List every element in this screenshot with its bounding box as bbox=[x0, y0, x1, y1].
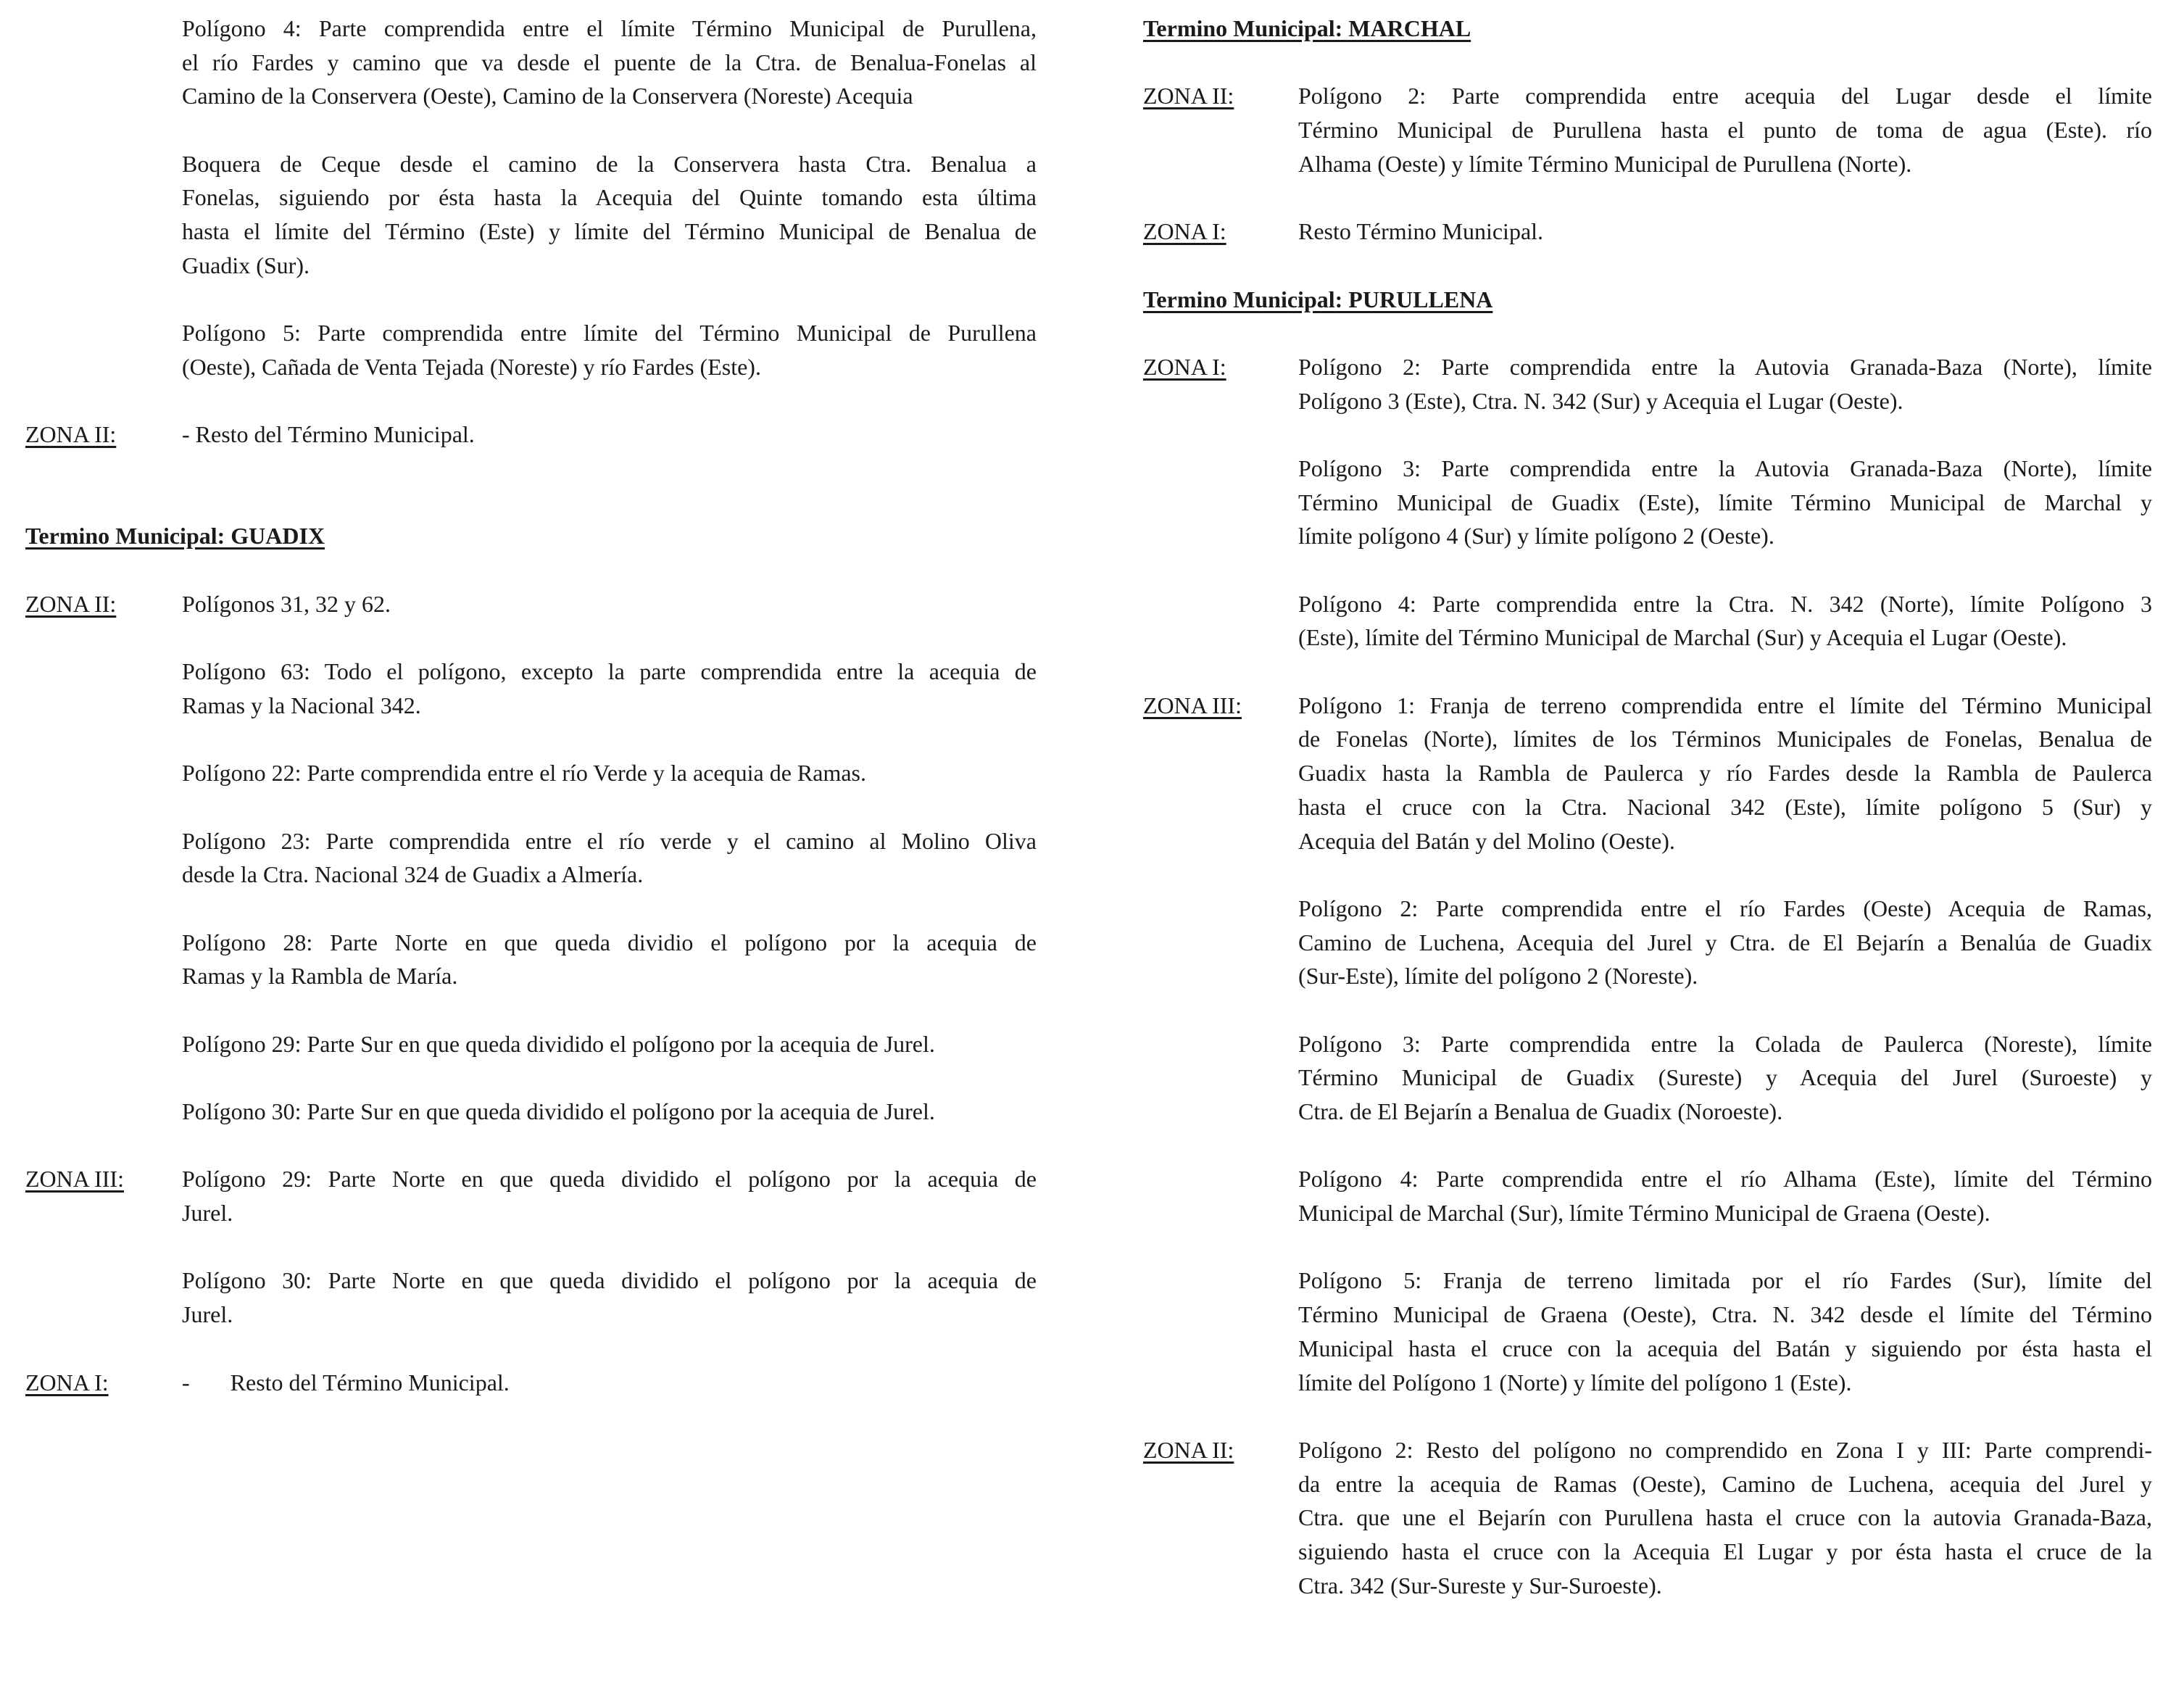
paragraph-line: Polígono 5: Franja de terreno limitada por el río Fardes (Sur), límite del bbox=[1298, 1267, 2152, 1294]
paragraph-line-row bbox=[0, 959, 1037, 993]
spacer bbox=[1143, 858, 2152, 892]
paragraph-line: - Resto del Término Municipal. bbox=[182, 421, 475, 448]
spacer bbox=[0, 1129, 1037, 1163]
paragraph-line: Polígono 2: Parte comprendida entre el río Fardes (Oeste) Acequia de Ramas, bbox=[1298, 895, 2152, 921]
spacer bbox=[1143, 316, 2152, 350]
left-column bbox=[0, 12, 1037, 1399]
paragraph-line: Polígono 29: Parte Norte en que queda dividido el polígono por la acequia de bbox=[182, 1166, 1037, 1193]
paragraph-line: Polígono 22: Parte comprendida entre el río Verde y la acequia de Ramas. bbox=[182, 760, 866, 787]
paragraph-line-row bbox=[1143, 452, 2152, 486]
spacer bbox=[1143, 418, 2152, 452]
paragraph-line-row bbox=[0, 1298, 1037, 1332]
spacer bbox=[0, 993, 1037, 1027]
paragraph-line: hasta el límite del Término (Este) y límite del Término Municipal de Benalua de bbox=[182, 218, 1037, 245]
paragraph-line-row bbox=[0, 418, 1037, 452]
paragraph-line: límite polígono 4 (Sur) y límite polígono 2 (Oeste). bbox=[1298, 523, 1774, 550]
paragraph-line-row bbox=[0, 655, 1037, 689]
paragraph-line: Fonelas, siguiendo por ésta hasta la Acequia del Quinte tomando esta última bbox=[182, 184, 1037, 211]
section-heading: Termino Municipal: PURULLENA bbox=[1143, 286, 1493, 312]
spacer bbox=[1143, 993, 2152, 1027]
paragraph-line: Polígono 4: Parte comprendida entre el río Alhama (Este), límite del Término bbox=[1298, 1166, 2152, 1193]
paragraph-line: Municipal hasta el cruce con la acequia del Batán y siguiendo por ésta hasta el bbox=[1298, 1335, 2152, 1361]
paragraph-line: Jurel. bbox=[182, 1200, 233, 1227]
paragraph-line: Camino de Luchena, Acequia del Jurel y Ctra. de El Bejarín a Benalúa de Guadix bbox=[1298, 929, 2152, 955]
paragraph-line-row bbox=[1143, 1196, 2152, 1230]
paragraph-line: límite del Polígono 1 (Norte) y límite del polígono 1 (Este). bbox=[1298, 1369, 1852, 1396]
paragraph-line: Término Municipal de Graena (Oeste), Ctra. N. 342 desde el límite del Término bbox=[1298, 1301, 2152, 1328]
spacer bbox=[0, 1230, 1037, 1264]
spacer bbox=[0, 1061, 1037, 1095]
paragraph-line-row bbox=[1143, 1569, 2152, 1603]
paragraph-line: Término Municipal de Guadix (Sureste) y Acequia del Jurel (Suroeste) y bbox=[1298, 1064, 2152, 1091]
spacer bbox=[0, 553, 1037, 587]
paragraph-line-row bbox=[0, 587, 1037, 621]
paragraph-line-row bbox=[0, 249, 1037, 283]
paragraph-line-row bbox=[1143, 722, 2152, 756]
section-row bbox=[1143, 12, 2152, 46]
paragraph-line-row bbox=[1143, 1162, 2152, 1196]
paragraph-line: da entre la acequia de Ramas (Oeste), Camino de Luchena, acequia del Jurel y bbox=[1298, 1470, 2152, 1497]
spacer bbox=[1143, 46, 2152, 80]
spacer bbox=[0, 486, 1037, 520]
section-heading: Termino Municipal: MARCHAL bbox=[1143, 15, 1471, 41]
paragraph-line: Polígono 63: Todo el polígono, excepto la parte comprendida entre la acequia de bbox=[182, 658, 1037, 685]
paragraph-line: hasta el cruce con la Ctra. Nacional 342 (Este), límite polígono 5 (Sur) y bbox=[1298, 793, 2152, 820]
paragraph-line: Polígonos 31, 32 y 62. bbox=[182, 590, 391, 617]
zone-label: ZONA II: bbox=[1143, 83, 1234, 109]
zone-label: ZONA II: bbox=[25, 590, 117, 617]
paragraph-line-row bbox=[0, 215, 1037, 249]
paragraph-line-row bbox=[1143, 1433, 2152, 1467]
paragraph-line-row bbox=[0, 12, 1037, 46]
paragraph-line-row bbox=[0, 1162, 1037, 1196]
paragraph-line: Polígono 3 (Este), Ctra. N. 342 (Sur) y Acequia el Lugar (Oeste). bbox=[1298, 387, 1903, 414]
paragraph-line: Ctra. de El Bejarín a Benalua de Guadix (Noroeste). bbox=[1298, 1098, 1783, 1124]
spacer bbox=[1143, 181, 2152, 215]
paragraph-line: Guadix hasta la Rambla de Paulerca y río Fardes desde la Rambla de Paulerca bbox=[1298, 760, 2152, 787]
paragraph-line-row bbox=[1143, 756, 2152, 790]
paragraph-line-row bbox=[1143, 824, 2152, 858]
paragraph-line-row bbox=[0, 756, 1037, 790]
paragraph-line-row bbox=[0, 1366, 1037, 1400]
paragraph-line: Camino de la Conservera (Oeste), Camino de la Conservera (Noreste) Acequia bbox=[182, 83, 913, 109]
paragraph-line-row bbox=[0, 689, 1037, 723]
spacer bbox=[1143, 1129, 2152, 1163]
paragraph-line-row bbox=[1143, 1061, 2152, 1095]
paragraph-line: el río Fardes y camino que va desde el puente de la Ctra. de Benalua-Fonelas al bbox=[182, 49, 1037, 75]
paragraph-line-row bbox=[1143, 689, 2152, 723]
paragraph-line: Polígono 2: Parte comprendida entre la Autovia Granada-Baza (Norte), límite bbox=[1298, 353, 2152, 380]
paragraph-line: Alhama (Oeste) y límite Término Municipal de Purullena (Norte). bbox=[1298, 150, 1912, 177]
paragraph-line-row bbox=[0, 824, 1037, 858]
section-heading: Termino Municipal: GUADIX bbox=[25, 523, 325, 550]
spacer bbox=[1143, 553, 2152, 587]
paragraph-line-row bbox=[1143, 1027, 2152, 1061]
paragraph-line-row bbox=[1143, 1535, 2152, 1569]
paragraph-line-row bbox=[1143, 790, 2152, 824]
paragraph-line-row bbox=[1143, 147, 2152, 181]
paragraph-line: (Oeste), Cañada de Venta Tejada (Noreste) y río Fardes (Este). bbox=[182, 353, 761, 380]
paragraph-line: Polígono 3: Parte comprendida entre la Autovia Granada-Baza (Norte), límite bbox=[1298, 455, 2152, 481]
paragraph-line: Polígono 30: Parte Sur en que queda dividido el polígono por la acequia de Jurel. bbox=[182, 1098, 935, 1124]
paragraph-line-row bbox=[0, 79, 1037, 113]
paragraph-line: Ramas y la Rambla de María. bbox=[182, 963, 458, 990]
paragraph-line-row bbox=[1143, 215, 2152, 249]
spacer bbox=[1143, 1399, 2152, 1433]
paragraph-line: Resto Término Municipal. bbox=[1298, 218, 1544, 245]
zone-label: ZONA II: bbox=[1143, 1436, 1234, 1463]
paragraph-line-row bbox=[0, 1264, 1037, 1298]
paragraph-line: Polígono 4: Parte comprendida entre el límite Término Municipal de Purullena, bbox=[182, 15, 1037, 41]
paragraph-line: (Sur-Este), límite del polígono 2 (Noreste). bbox=[1298, 963, 1698, 990]
paragraph-line: Polígono 1: Franja de terreno comprendida entre el límite del Término Municipal bbox=[1298, 692, 2152, 718]
paragraph-line-row bbox=[1143, 384, 2152, 418]
paragraph-line-row bbox=[0, 46, 1037, 80]
paragraph-line: Polígono 2: Resto del polígono no comprendido en Zona I y III: Parte comprendi- bbox=[1298, 1436, 2152, 1463]
spacer bbox=[0, 621, 1037, 655]
paragraph-line: Polígono 4: Parte comprendida entre la Ctra. N. 342 (Norte), límite Polígono 3 bbox=[1298, 590, 2152, 617]
spacer bbox=[0, 113, 1037, 147]
zone-label: ZONA I: bbox=[1143, 353, 1226, 380]
paragraph-line: (Este), límite del Término Municipal de Marchal (Sur) y Acequia el Lugar (Oeste). bbox=[1298, 624, 2067, 651]
paragraph-line-row bbox=[1143, 621, 2152, 655]
paragraph-line: Ctra. que une el Bejarín con Purullena hasta el cruce con la autovia Granada-Baza, bbox=[1298, 1504, 2152, 1531]
paragraph-line: Polígono 29: Parte Sur en que queda dividido el polígono por la acequia de Jurel. bbox=[182, 1030, 935, 1057]
spacer bbox=[1143, 249, 2152, 283]
paragraph-line-row bbox=[1143, 1095, 2152, 1129]
paragraph-line-row bbox=[1143, 892, 2152, 926]
spacer bbox=[0, 892, 1037, 926]
spacer bbox=[0, 790, 1037, 824]
zone-label: ZONA I: bbox=[1143, 218, 1226, 245]
paragraph-line-row bbox=[1143, 113, 2152, 147]
spacer bbox=[0, 722, 1037, 756]
paragraph-line: Ramas y la Nacional 342. bbox=[182, 692, 421, 718]
paragraph-line-row bbox=[0, 350, 1037, 384]
paragraph-line-row bbox=[0, 1027, 1037, 1061]
zone-label: ZONA I: bbox=[25, 1369, 109, 1396]
paragraph-line: Ctra. 342 (Sur-Sureste y Sur-Suroeste). bbox=[1298, 1572, 1662, 1599]
paragraph-line-row bbox=[1143, 587, 2152, 621]
paragraph-line-row bbox=[1143, 519, 2152, 553]
paragraph-line-row bbox=[0, 858, 1037, 892]
paragraph-line-row bbox=[1143, 79, 2152, 113]
paragraph-line-row bbox=[0, 1095, 1037, 1129]
paragraph-line: Término Municipal de Purullena hasta el punto de toma de agua (Este). río bbox=[1298, 117, 2152, 144]
paragraph-line-row bbox=[1143, 1332, 2152, 1366]
spacer bbox=[0, 452, 1037, 486]
right-column bbox=[1143, 12, 2152, 1602]
paragraph-line-row bbox=[1143, 486, 2152, 520]
paragraph-line-row bbox=[1143, 926, 2152, 960]
paragraph-line-row bbox=[0, 1196, 1037, 1230]
paragraph-line: siguiendo hasta el cruce con la Acequia El Lugar y por ésta hasta el cruce de la bbox=[1298, 1538, 2152, 1564]
paragraph-line: Polígono 30: Parte Norte en que queda dividido el polígono por la acequia de bbox=[182, 1267, 1037, 1294]
spacer bbox=[0, 1332, 1037, 1366]
paragraph-line: Polígono 2: Parte comprendida entre acequia del Lugar desde el límite bbox=[1298, 83, 2152, 109]
paragraph-line-row bbox=[1143, 1501, 2152, 1535]
paragraph-line-row bbox=[0, 926, 1037, 960]
paragraph-line: Guadix (Sur). bbox=[182, 252, 310, 278]
zone-label: ZONA II: bbox=[25, 421, 117, 448]
paragraph-line-row bbox=[0, 181, 1037, 215]
paragraph-line: - Resto del Término Municipal. bbox=[182, 1369, 510, 1396]
paragraph-line: Acequia del Batán y del Molino (Oeste). bbox=[1298, 827, 1675, 854]
spacer bbox=[1143, 655, 2152, 689]
spacer bbox=[0, 384, 1037, 418]
paragraph-line-row bbox=[0, 147, 1037, 181]
section-row bbox=[1143, 283, 2152, 317]
paragraph-line-row bbox=[1143, 1467, 2152, 1501]
paragraph-line-row bbox=[1143, 959, 2152, 993]
paragraph-line-row bbox=[1143, 1298, 2152, 1332]
paragraph-line: Polígono 3: Parte comprendida entre la Colada de Paulerca (Noreste), límite bbox=[1298, 1030, 2152, 1057]
paragraph-line-row bbox=[0, 316, 1037, 350]
paragraph-line: Polígono 28: Parte Norte en que queda dividio el polígono por la acequia de bbox=[182, 929, 1037, 955]
paragraph-line: de Fonelas (Norte), límites de los Términos Municipales de Fonelas, Benalua de bbox=[1298, 726, 2152, 752]
paragraph-line-row bbox=[1143, 1264, 2152, 1298]
paragraph-line: desde la Ctra. Nacional 324 de Guadix a Almería. bbox=[182, 861, 644, 888]
spacer bbox=[1143, 1230, 2152, 1264]
spacer bbox=[0, 283, 1037, 317]
paragraph-line: Polígono 5: Parte comprendida entre límite del Término Municipal de Purullena bbox=[182, 320, 1037, 347]
zone-label: ZONA III: bbox=[25, 1166, 124, 1193]
paragraph-line: Municipal de Marchal (Sur), límite Término Municipal de Graena (Oeste). bbox=[1298, 1200, 1990, 1227]
paragraph-line: Término Municipal de Guadix (Este), límite Término Municipal de Marchal y bbox=[1298, 489, 2152, 515]
zone-label: ZONA III: bbox=[1143, 692, 1242, 718]
section-row bbox=[0, 519, 1037, 553]
paragraph-line-row bbox=[1143, 1366, 2152, 1400]
paragraph-line: Polígono 23: Parte comprendida entre el río verde y el camino al Molino Oliva bbox=[182, 827, 1037, 854]
paragraph-line: Boquera de Ceque desde el camino de la Conservera hasta Ctra. Benalua a bbox=[182, 150, 1037, 177]
paragraph-line-row bbox=[1143, 350, 2152, 384]
paragraph-line: Jurel. bbox=[182, 1301, 233, 1328]
